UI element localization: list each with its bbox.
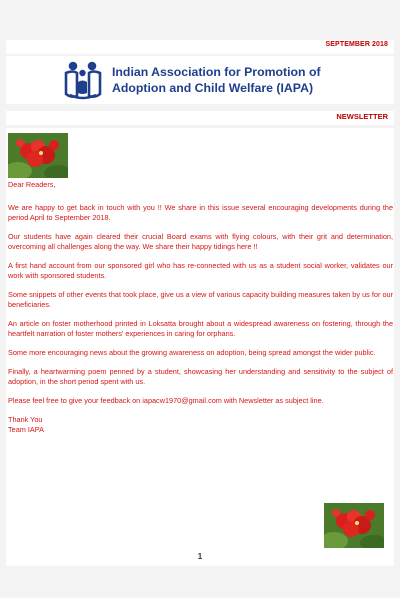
flower-photo-top xyxy=(8,133,68,178)
section-bar xyxy=(6,111,394,125)
letter-paragraph: We are happy to get back in touch with you !! We share in this issue several encouraging developments during the period April to September 2018. xyxy=(8,203,393,222)
letter-paragraph: Some more encouraging news about the growing awareness on adoption, being spread amongst the wider public. xyxy=(8,348,376,357)
letter-paragraph: Please feel free to give your feedback on iapacw1970@gmail.com with Newsletter as subject line. xyxy=(8,396,324,405)
letter-paragraph: An article on foster motherhood printed in Loksatta brought about a widespread awareness on fostering, through the heartfelt narration of foster mothers' experiences in caring for orphans. xyxy=(8,319,393,338)
closing: Thank You xyxy=(8,415,43,424)
date-bar xyxy=(6,40,394,54)
flower-photo-bottom xyxy=(324,503,384,548)
letter-paragraph: Some snippets of other events that took place, give us a view of various capacity building measures taken by us for our beneficiaries. xyxy=(8,290,393,309)
page-number: 1 xyxy=(197,552,203,561)
org-name-line-1: Indian Association for Promotion of xyxy=(112,65,321,79)
letter-body xyxy=(6,128,394,566)
letter-text xyxy=(8,180,393,435)
letter-paragraph: Our students have again cleared their crucial Board exams with flying colours, with their grit and determination, overcoming all challenges along the way. We share their happy tidings here !! xyxy=(8,232,393,251)
greeting: Dear Readers, xyxy=(8,180,56,189)
org-name-line-2: Adoption and Child Welfare (IAPA) xyxy=(112,81,314,95)
family-logo-icon xyxy=(61,60,105,100)
issue-month: SEPTEMBER 2018 xyxy=(325,41,388,48)
section-title: NEWSLETTER xyxy=(336,112,388,121)
signature: Team IAPA xyxy=(8,425,44,434)
letter-paragraph: Finally, a heartwarming poem penned by a student, showcasing her understanding and sensitivity to the subject of adoption, in the short period spent with us. xyxy=(8,367,393,386)
letter-paragraph: A first hand account from our sponsored girl who has re-connected with us as a student social worker, validates our work with sponsored students. xyxy=(8,261,393,280)
org-header xyxy=(6,56,394,104)
org-name xyxy=(112,64,392,96)
